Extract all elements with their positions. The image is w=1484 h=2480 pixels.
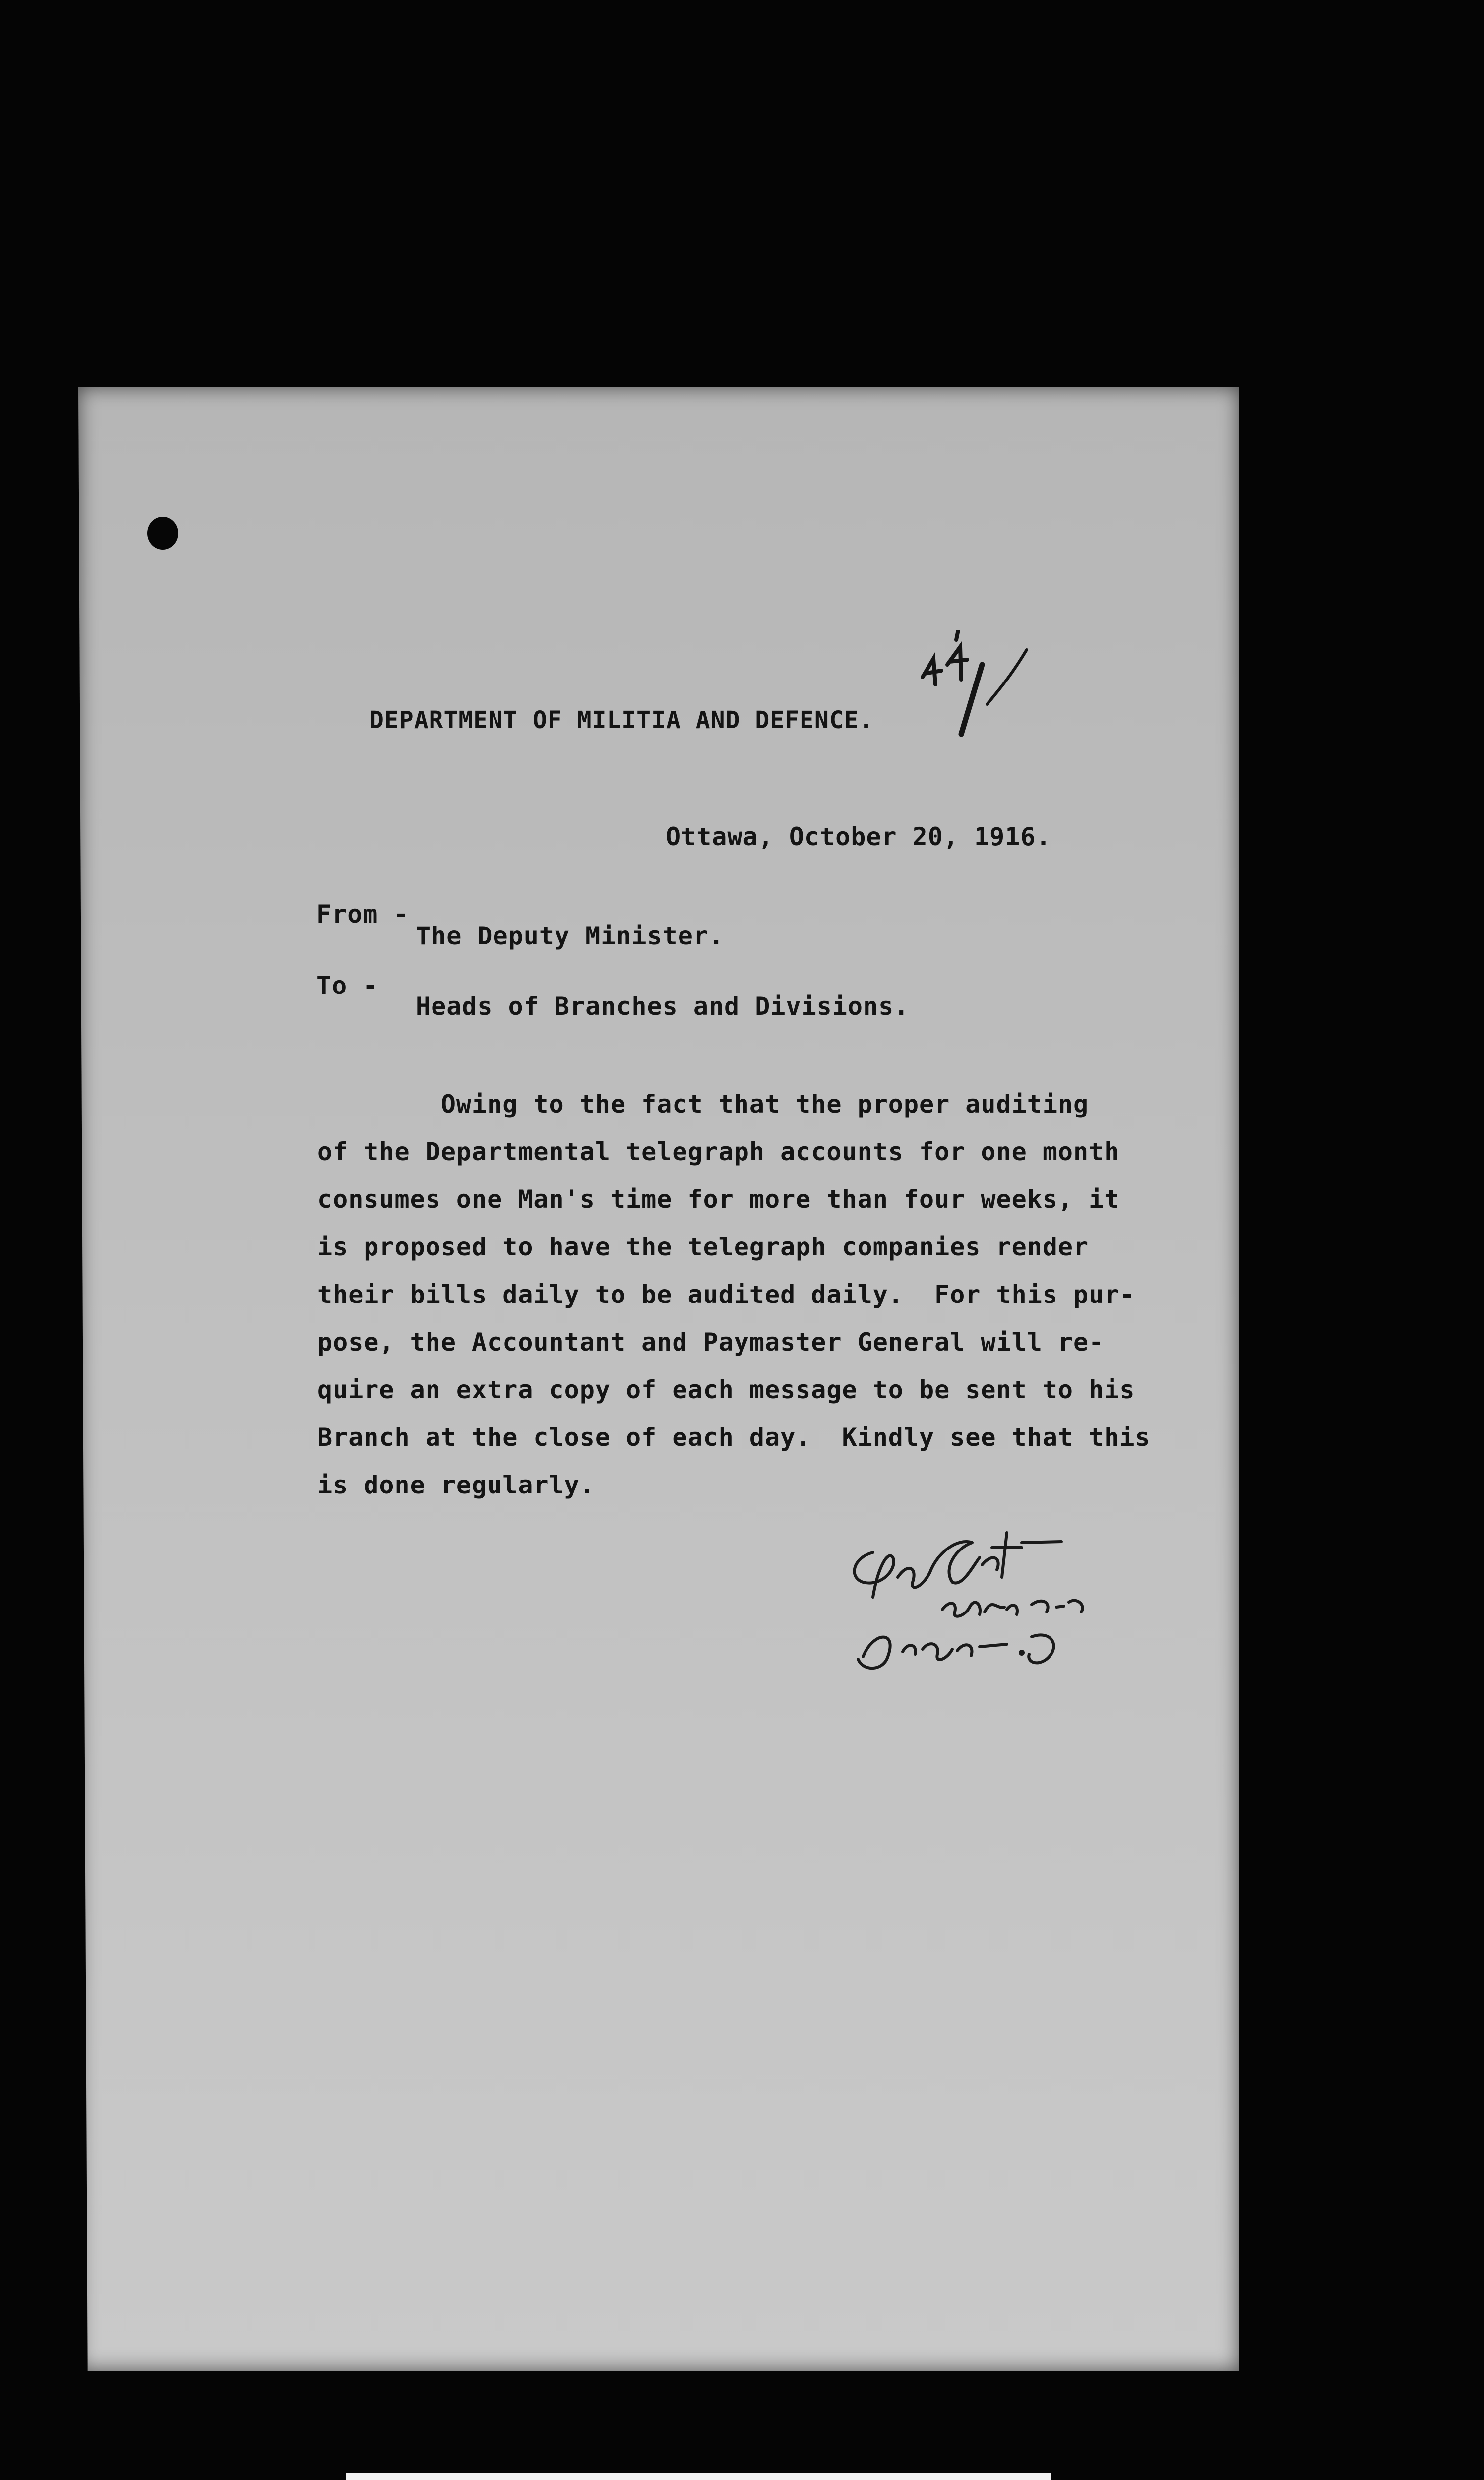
body-line: Branch at the close of each day. Kindly see that this bbox=[317, 1423, 1151, 1452]
to-value: Heads of Branches and Divisions. bbox=[416, 992, 910, 1021]
body-line: is proposed to have the telegraph companies render bbox=[317, 1233, 1089, 1261]
body-line: is done regularly. bbox=[317, 1471, 595, 1499]
to-label: To - bbox=[316, 971, 378, 1000]
body-line: Owing to the fact that the proper auditing bbox=[317, 1090, 1089, 1118]
letter-body bbox=[317, 1080, 1151, 1509]
punch-hole bbox=[147, 517, 178, 550]
from-value: The Deputy Minister. bbox=[416, 922, 725, 950]
date-line: Ottawa, October 20, 1916. bbox=[666, 822, 1051, 851]
archive-reference-card bbox=[346, 2473, 1051, 2480]
body-line: consumes one Man's time for more than four weeks, it bbox=[317, 1185, 1120, 1214]
body-line: of the Departmental telegraph accounts for one month bbox=[317, 1137, 1120, 1166]
body-line: their bills daily to be audited daily. For this pur- bbox=[317, 1280, 1135, 1309]
body-line: pose, the Accountant and Paymaster General will re- bbox=[317, 1328, 1105, 1357]
from-label: From - bbox=[316, 900, 409, 929]
department-heading: DEPARTMENT OF MILITIA AND DEFENCE. bbox=[370, 706, 874, 734]
body-line: quire an extra copy of each message to be sent to his bbox=[317, 1375, 1135, 1404]
